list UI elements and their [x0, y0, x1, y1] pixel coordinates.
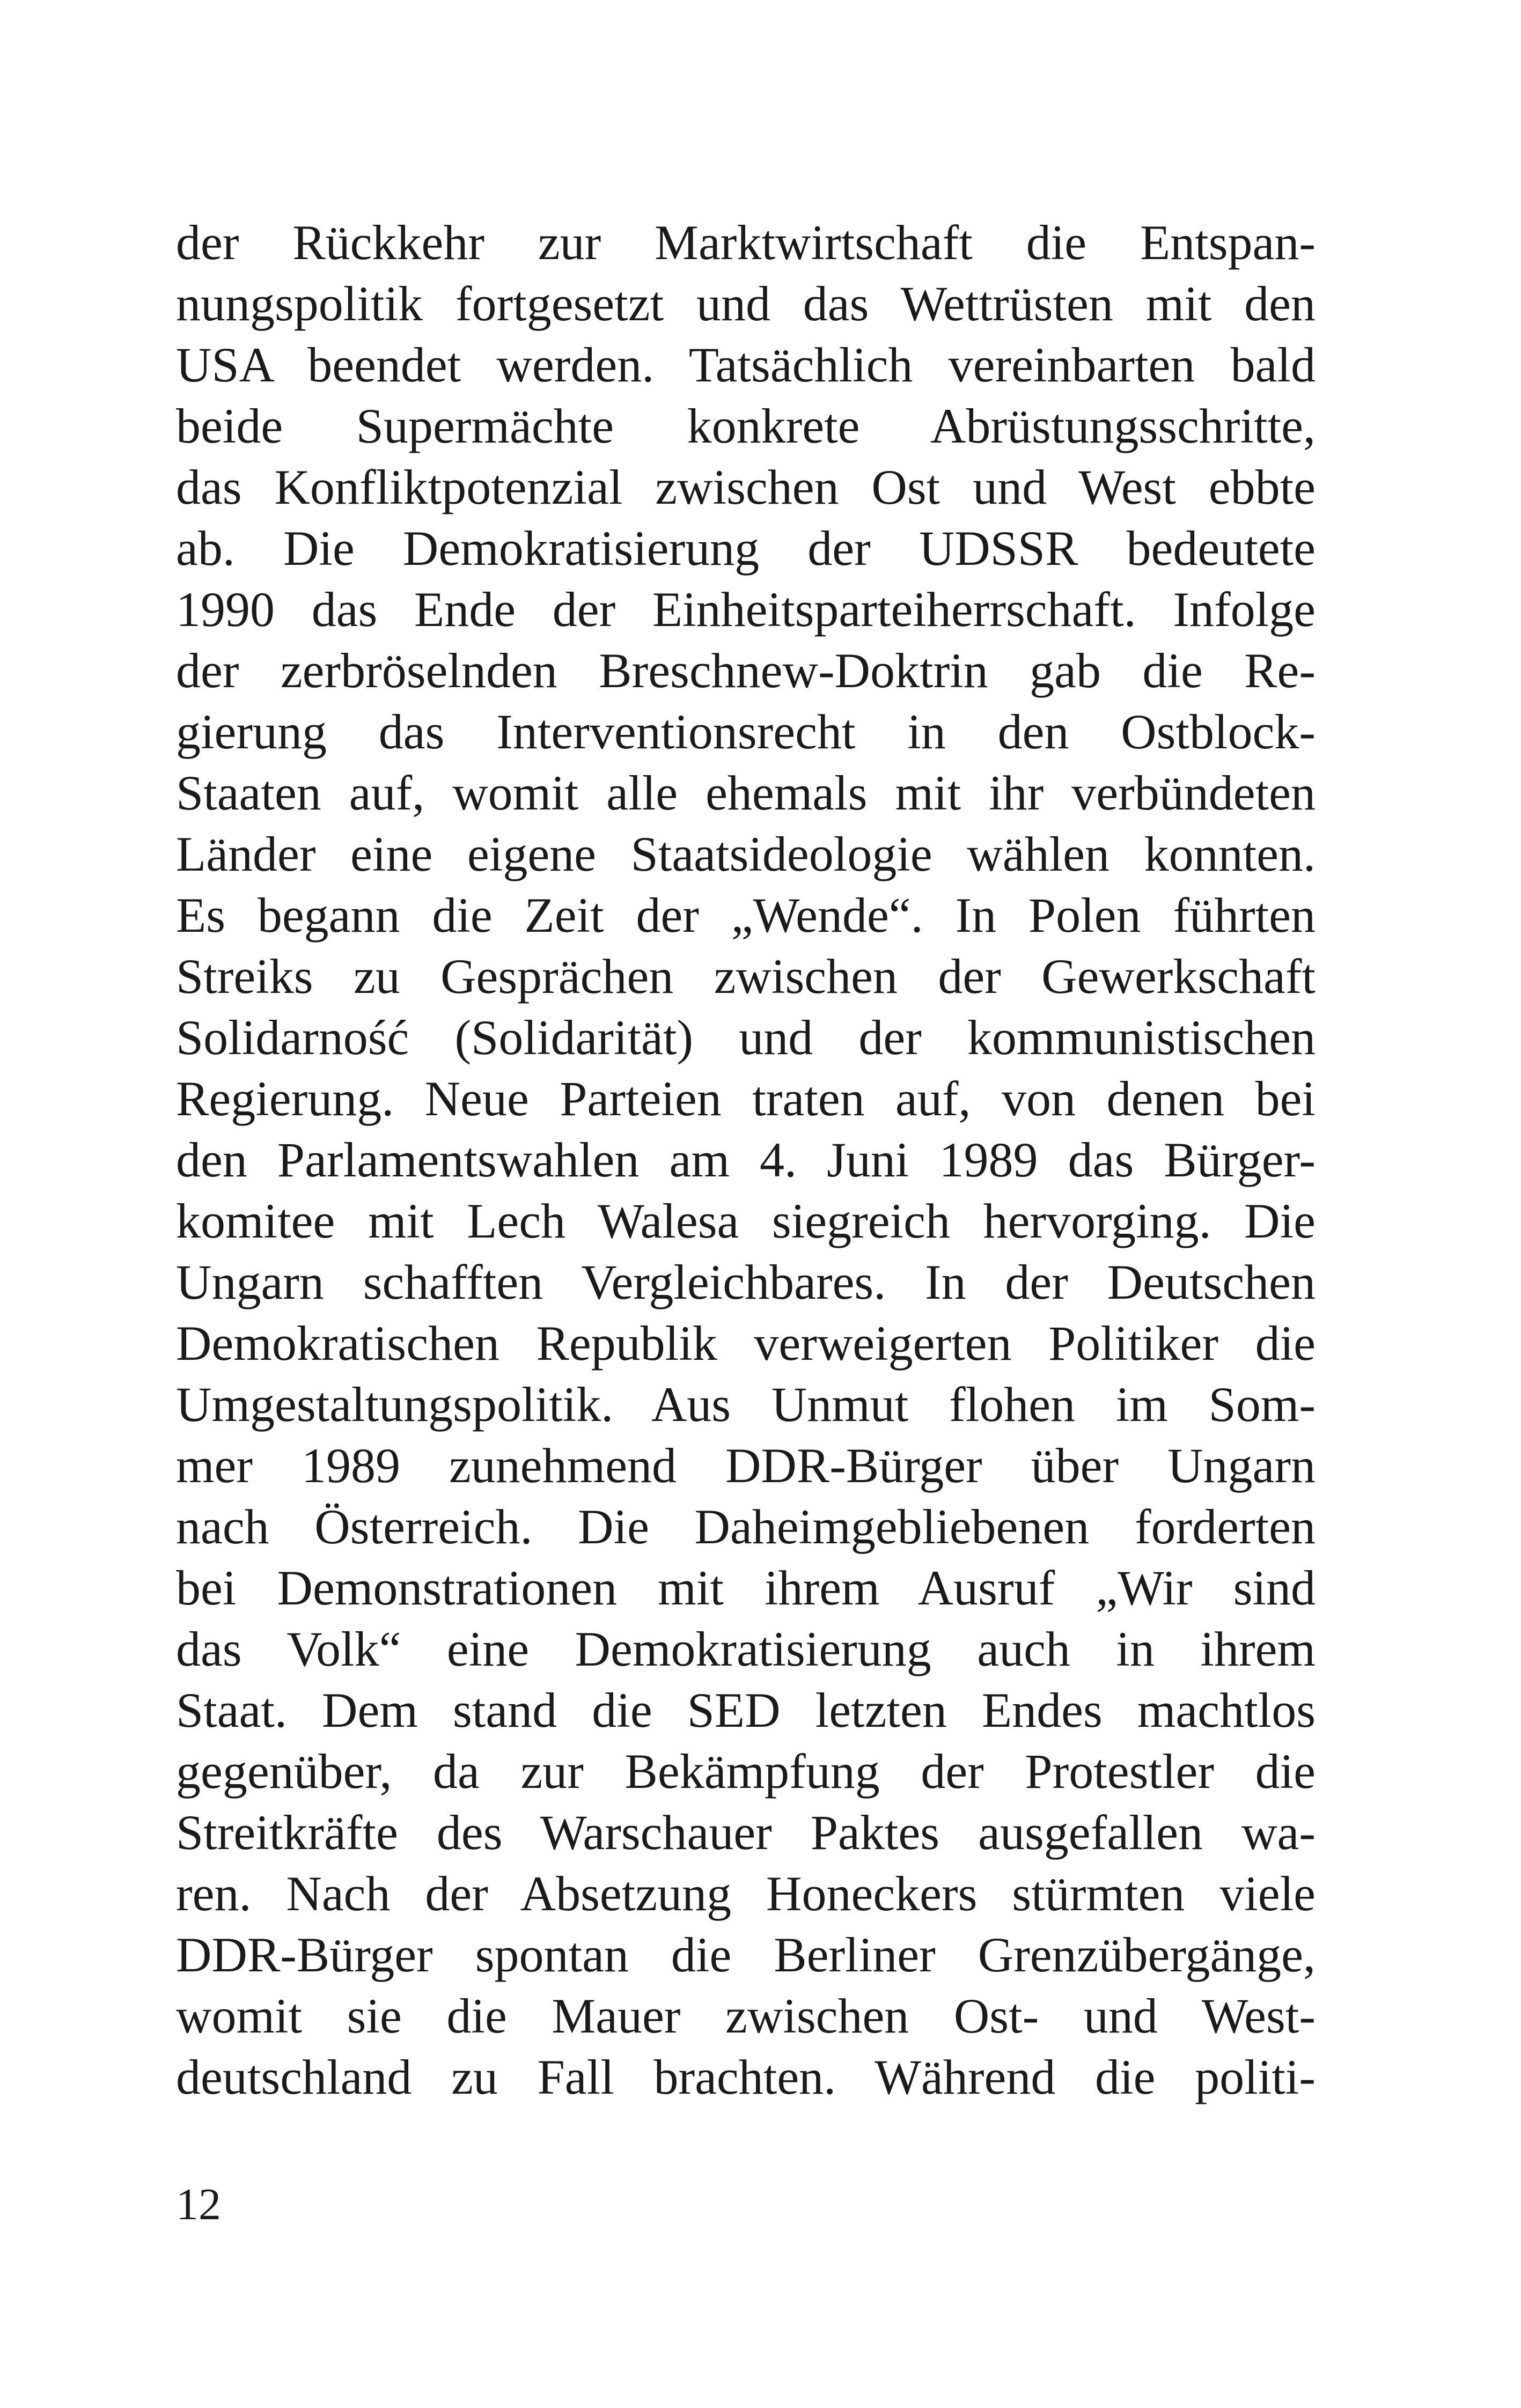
- text-line: gierung das Interventionsrecht in den Ostblock-: [176, 704, 1316, 759]
- text-line: 1990 das Ende der Einheitsparteiherrschaft. Infolge: [176, 582, 1316, 637]
- text-line: Länder eine eigene Staatsideologie wählen konnten.: [176, 827, 1316, 881]
- text-line: gegenüber, da zur Bekämpfung der Protestler die: [176, 1744, 1316, 1799]
- text-line: deutschland zu Fall brachten. Während die politi-: [176, 2050, 1316, 2104]
- text-line: womit sie die Mauer zwischen Ost- und West-: [176, 1989, 1316, 2043]
- text-line: Regierung. Neue Parteien traten auf, von denen bei: [176, 1071, 1316, 1126]
- text-line: der zerbröselnden Breschnew-Doktrin gab die Re-: [176, 643, 1316, 698]
- text-line: beide Supermächte konkrete Abrüstungsschritte,: [176, 399, 1316, 453]
- text-line: Umgestaltungspolitik. Aus Unmut flohen im Som-: [176, 1377, 1316, 1432]
- text-line: Es begann die Zeit der „Wende“. In Polen führten: [176, 888, 1316, 942]
- text-line: nach Österreich. Die Daheimgebliebenen forderten: [176, 1499, 1316, 1554]
- text-line: mer 1989 zunehmend DDR-Bürger über Ungarn: [176, 1438, 1316, 1493]
- text-line: Ungarn schafften Vergleichbares. In der Deutschen: [176, 1255, 1316, 1309]
- text-line: Streiks zu Gesprächen zwischen der Gewerkschaft: [176, 949, 1316, 1004]
- text-line: ren. Nach der Absetzung Honeckers stürmten viele: [176, 1866, 1316, 1921]
- text-line: DDR-Bürger spontan die Berliner Grenzübergänge,: [176, 1927, 1316, 1982]
- text-line: Solidarność (Solidarität) und der kommunistischen: [176, 1010, 1316, 1065]
- text-line: komitee mit Lech Walesa siegreich hervorging. Die: [176, 1194, 1316, 1248]
- text-line: Demokratischen Republik verweigerten Politiker die: [176, 1316, 1316, 1371]
- text-line: bei Demonstrationen mit ihrem Ausruf „Wir sind: [176, 1560, 1316, 1615]
- body-text: [176, 212, 1316, 2108]
- text-line: USA beendet werden. Tatsächlich vereinbarten bald: [176, 337, 1316, 392]
- text-line: den Parlamentswahlen am 4. Juni 1989 das Bürger-: [176, 1132, 1316, 1187]
- text-line: das Konfliktpotenzial zwischen Ost und West ebbte: [176, 460, 1316, 514]
- text-line: nungspolitik fortgesetzt und das Wettrüsten mit den: [176, 276, 1316, 331]
- text-line: Streitkräfte des Warschauer Paktes ausgefallen wa-: [176, 1805, 1316, 1860]
- text-line: Staat. Dem stand die SED letzten Endes machtlos: [176, 1683, 1316, 1737]
- text-line: der Rückkehr zur Marktwirtschaft die Entspan-: [176, 215, 1316, 270]
- text-line: Staaten auf, womit alle ehemals mit ihr verbündeten: [176, 765, 1316, 820]
- text-line: ab. Die Demokratisierung der UDSSR bedeutete: [176, 521, 1316, 576]
- text-line: das Volk“ eine Demokratisierung auch in ihrem: [176, 1622, 1316, 1676]
- page-number: 12: [176, 2179, 221, 2229]
